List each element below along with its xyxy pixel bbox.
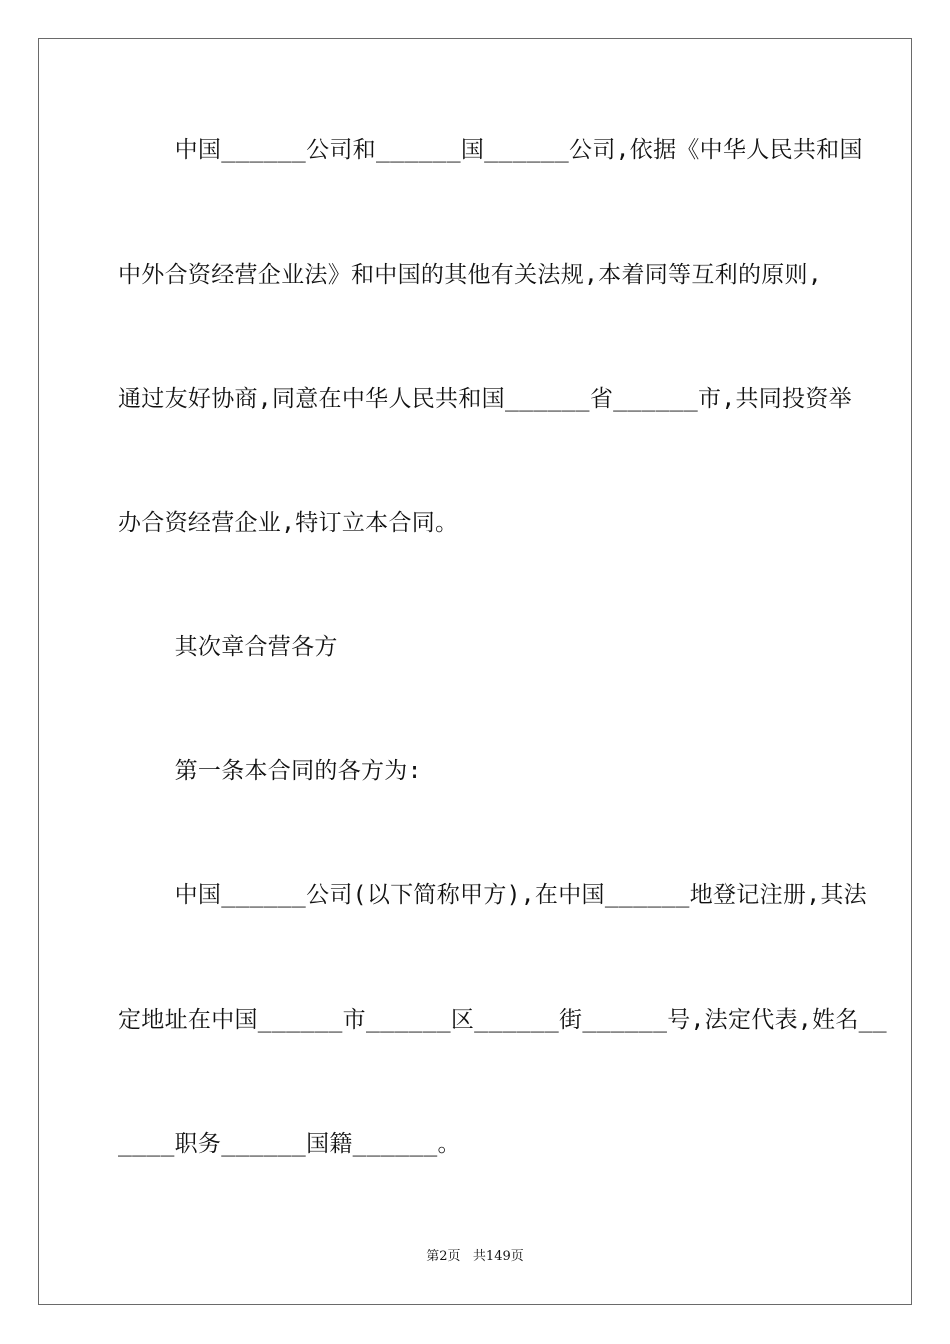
page-border <box>38 38 912 1305</box>
paragraph-line-3: 通过友好协商,同意在中华人民共和国______省______市,共同投资举 <box>118 386 852 412</box>
paragraph-line-4: 办合资经营企业,特订立本合同。 <box>118 510 459 536</box>
paragraph-line-7: 中国______公司(以下简称甲方),在中国______地登记注册,其法 <box>118 882 867 908</box>
paragraph-line-8: 定地址在中国______市______区______街______号,法定代表,姓名__ <box>118 1007 887 1033</box>
paragraph-line-9: ____职务______国籍______。 <box>118 1131 461 1157</box>
paragraph-line-2: 中外合资经营企业法》和中国的其他有关法规,本着同等互利的原则, <box>118 262 822 288</box>
paragraph-line-1: 中国______公司和______国______公司,依据《中华人民共和国 <box>118 137 863 163</box>
section-heading: 其次章合营各方 <box>118 634 338 660</box>
page-number-footer: 第2页 共149页 <box>426 1249 524 1264</box>
article-heading: 第一条本合同的各方为: <box>118 758 422 784</box>
